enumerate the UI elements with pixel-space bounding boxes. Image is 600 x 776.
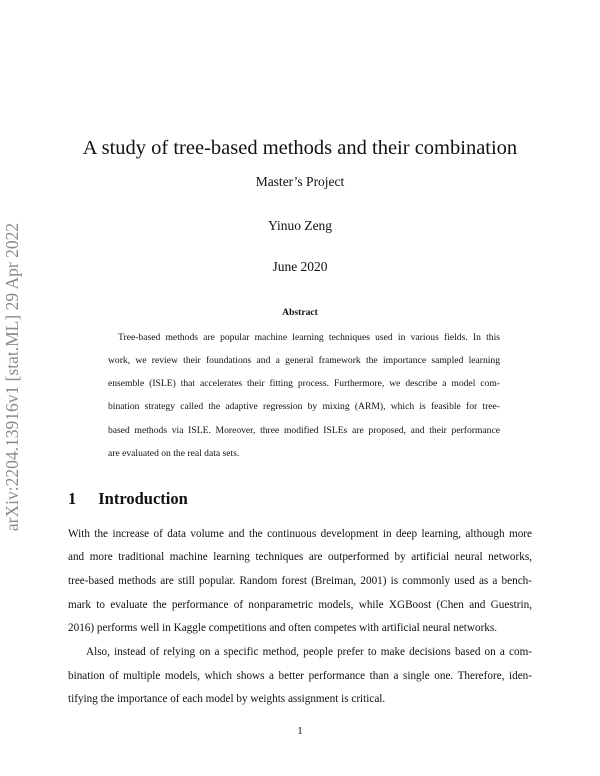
- body-line: mark to evaluate the performance of nonparametric models, while XGBoost (Chen and Guestrin,: [68, 599, 532, 611]
- body-line: tree-based methods are still popular. Random forest (Breiman, 2001) is commonly used as a bench-: [68, 575, 532, 587]
- section-heading: [68, 489, 188, 509]
- body-line: Also, instead of relying on a specific method, people prefer to make decisions based on a com-: [86, 646, 532, 658]
- body-line: 2016) performs well in Kaggle competitions and often competes with artificial neural networks.: [68, 622, 498, 634]
- abstract-line: Tree-based methods are popular machine learning techniques used in various fields. In this: [118, 332, 500, 343]
- body-line: and more traditional machine learning techniques are outperformed by artificial neural networks,: [68, 551, 532, 563]
- section-title: Introduction: [98, 489, 188, 508]
- body-line: bination of multiple models, which shows a better performance than a single one. Therefore, iden-: [68, 670, 532, 682]
- abstract-line: ensemble (ISLE) that accelerates their fitting process. Furthermore, we describe a model com-: [108, 378, 500, 389]
- abstract-heading: Abstract: [282, 307, 318, 318]
- body-line: With the increase of data volume and the continuous development in deep learning, although more: [68, 528, 532, 540]
- page-number: 1: [297, 725, 303, 737]
- abstract-line: work, we review their foundations and a general framework the importance sampled learning: [108, 355, 500, 366]
- abstract-line: bination strategy called the adaptive regression by mixing (ARM), which is feasible for tree-: [108, 401, 500, 412]
- section-number: 1: [68, 489, 77, 508]
- date: June 2020: [272, 259, 328, 274]
- author: Yinuo Zeng: [267, 218, 333, 233]
- paper-subtitle: Master’s Project: [255, 174, 345, 189]
- paper-title: A study of tree-based methods and their combination: [82, 137, 518, 159]
- arxiv-identifier: arXiv:2204.13916v1 [stat.ML] 29 Apr 2022: [2, 222, 22, 532]
- body-line: tifying the importance of each model by weights assignment is critical.: [68, 693, 386, 705]
- abstract-line: based methods via ISLE. Moreover, three modified ISLEs are proposed, and their performance: [108, 425, 500, 436]
- abstract-line: are evaluated on the real data sets.: [108, 448, 240, 459]
